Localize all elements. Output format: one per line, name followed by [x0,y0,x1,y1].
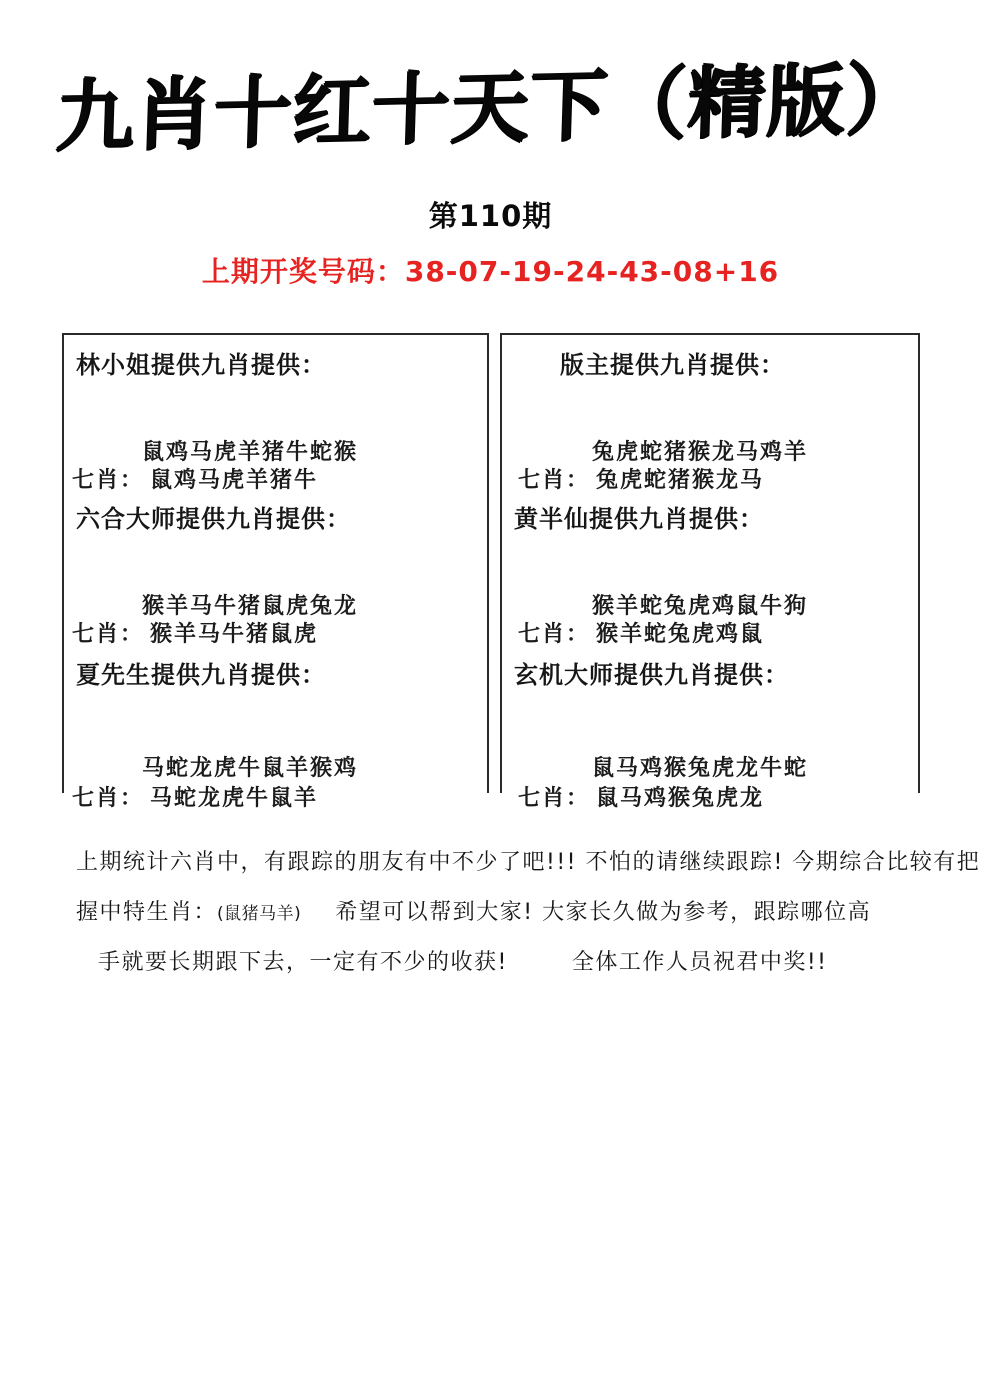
seven-zodiac-line [72,781,318,812]
seven-zodiac-label: 七肖： [518,468,591,493]
seven-zodiac-values: 鼠鸡马虎羊猪牛 [150,468,319,493]
seven-zodiac-line [72,617,318,648]
nine-zodiac-line: 鼠马鸡猴兔虎龙牛蛇 [592,756,809,781]
seven-zodiac-line [518,781,764,812]
seven-zodiac-values: 兔虎蛇猪猴龙马 [596,468,765,493]
provider-header: 黄半仙提供九肖提供： [514,505,764,533]
issue-number: 第110期 [428,199,553,233]
seven-zodiac-label: 七肖： [72,468,145,493]
footer-line-2-suffix: 希望可以帮到大家! 大家长久做为参考，跟踪哪位高 [335,900,872,925]
seven-zodiac-label: 七肖： [518,622,591,647]
prediction-section [64,345,487,499]
seven-zodiac-line [72,463,318,494]
footer-line-3-part1: 手就要长期跟下去，一定有不少的收获! [98,950,508,975]
footer-note [76,846,981,996]
provider-header: 林小姐提供九肖提供： [76,351,326,379]
seven-zodiac-label: 七肖： [72,786,145,811]
provider-header: 玄机大师提供九肖提供： [514,661,789,689]
prediction-section [502,499,918,653]
masthead-title: 九肖十红十天下（精版） [54,53,927,163]
seven-zodiac-values: 猴羊蛇兔虎鸡鼠 [596,622,765,647]
last-draw-numbers: 38-07-19-24-43-08+16 [404,255,780,288]
provider-header: 版主提供九肖提供： [560,351,785,379]
last-draw-label: 上期开奖号码： [201,255,405,288]
prediction-section [502,345,918,499]
provider-header: 六合大师提供九肖提供： [76,505,351,533]
predictions-box-left [62,333,489,811]
footer-line-2 [76,896,916,946]
seven-zodiac-line [518,463,764,494]
footer-line-3-part2: 全体工作人员祝君中奖!! [571,950,828,975]
provider-header: 夏先生提供九肖提供： [76,661,326,689]
prediction-section [64,499,487,653]
nine-zodiac-line: 兔虎蛇猪猴龙马鸡羊 [592,440,809,465]
nine-zodiac-line: 猴羊马牛猪鼠虎兔龙 [142,594,359,619]
predictions-box-right [500,333,920,811]
seven-zodiac-label: 七肖： [72,622,145,647]
seven-zodiac-line [518,617,764,648]
prediction-section [502,655,918,809]
last-draw-line [0,250,981,290]
seven-zodiac-values: 鼠马鸡猴兔虎龙 [596,786,765,811]
nine-zodiac-line: 马蛇龙虎牛鼠羊猴鸡 [142,756,359,781]
footer-line-1: 上期统计六肖中，有跟踪的朋友有中不少了吧!!! 不怕的请继续跟踪! 今期综合比较有把 [76,850,981,875]
footer-line-2-prefix: 握中特生肖： [76,900,218,925]
special-zodiac-pick: (鼠猪马羊) [217,904,302,924]
footer-line-3 [76,946,916,996]
nine-zodiac-line: 猴羊蛇兔虎鸡鼠牛狗 [592,594,809,619]
seven-zodiac-values: 马蛇龙虎牛鼠羊 [150,786,319,811]
seven-zodiac-label: 七肖： [518,786,591,811]
nine-zodiac-line: 鼠鸡马虎羊猪牛蛇猴 [142,440,359,465]
prediction-section [64,655,487,809]
seven-zodiac-values: 猴羊马牛猪鼠虎 [150,622,319,647]
